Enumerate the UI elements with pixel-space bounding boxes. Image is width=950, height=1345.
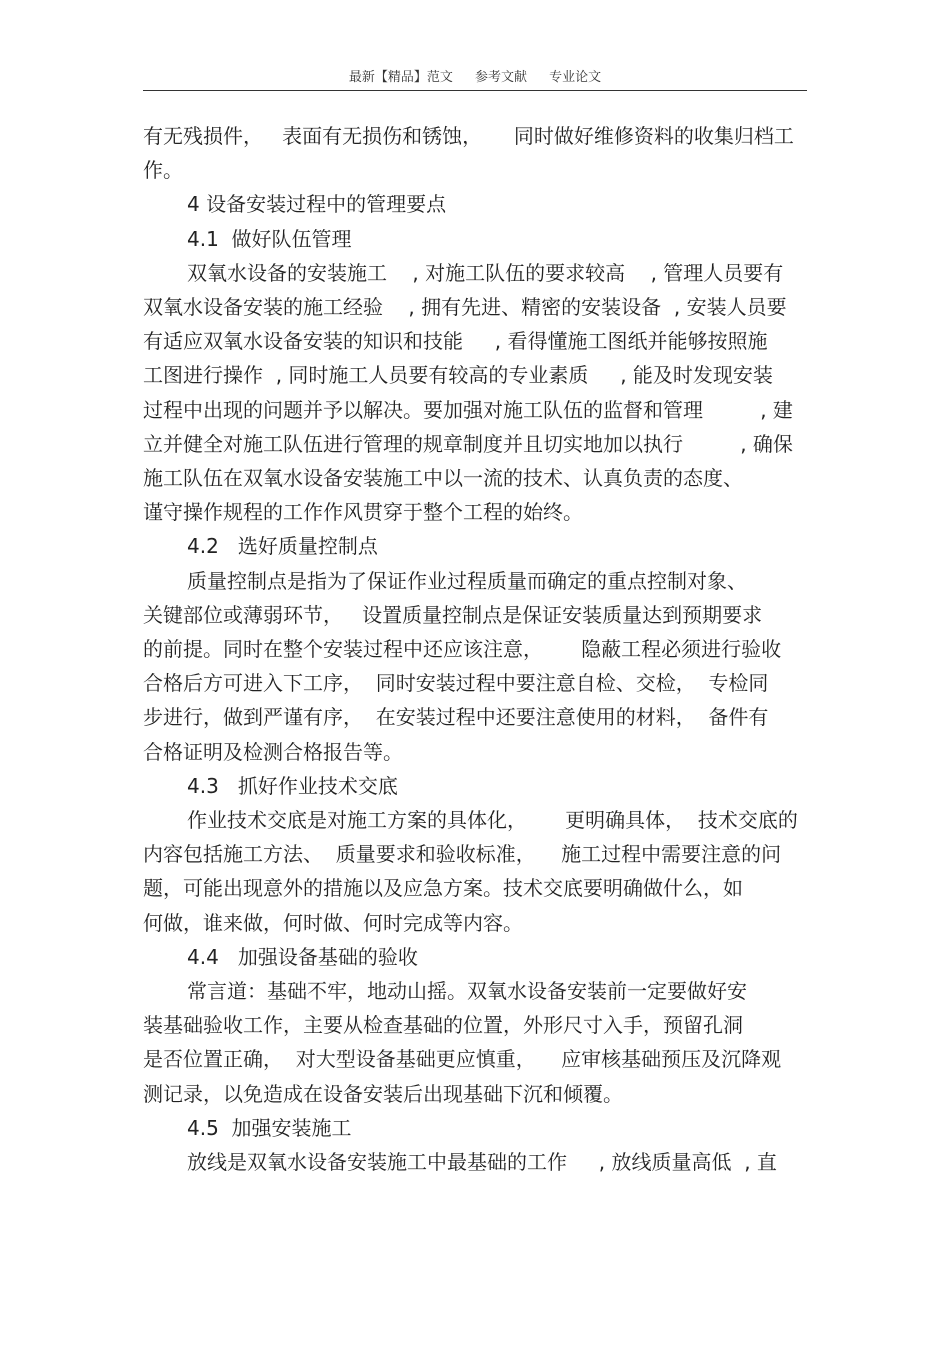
- body-line: 双氧水设备的安装施工 , 对施工队伍的要求较高 , 管理人员要有: [187, 260, 784, 285]
- body-line: 4.2 选好质量控制点: [187, 534, 378, 559]
- body-line: 过程中出现的问题并予以解决。要加强对施工队伍的监督和管理 , 建: [143, 397, 793, 422]
- body-line: 4.4 加强设备基础的验收: [187, 944, 418, 969]
- header-item-featured: 最新【精品】范文: [348, 70, 453, 85]
- body-line: 作。: [143, 158, 183, 183]
- page-header: [0, 66, 950, 85]
- body-line: 4.5 加强安装施工: [187, 1115, 352, 1140]
- body-line: 4.1 做好队伍管理: [187, 226, 352, 251]
- body-line: 关键部位或薄弱环节， 设置质量控制点是保证安装质量达到预期要求: [143, 602, 763, 627]
- body-line: 合格证明及检测合格报告等。: [143, 739, 403, 764]
- body-line: 有适应双氧水设备安装的知识和技能 , 看得懂施工图纸并能够按照施: [143, 329, 768, 354]
- body-line: 施工队伍在双氧水设备安装施工中以一流的技术、认真负责的态度、: [143, 466, 743, 490]
- body-line: 4.3 抓好作业技术交底: [187, 773, 398, 798]
- body-line: 是否位置正确， 对大型设备基础更应慎重， 应审核基础预压及沉降观: [143, 1047, 782, 1072]
- body-line: 题，可能出现意外的措施以及应急方案。技术交底要明确做什么，如: [143, 876, 743, 901]
- body-line: 作业技术交底是对施工方案的具体化， 更明确具体， 技术交底的: [187, 808, 798, 832]
- body-line: 何做，谁来做，何时做、何时完成等内容。: [143, 910, 523, 935]
- header-item-references: 参考文献: [474, 70, 527, 85]
- body-line: 的前提。同时在整个安装过程中还应该注意， 隐蔽工程必须进行验收: [143, 637, 782, 661]
- header-rule: [143, 90, 807, 91]
- body-line: 立并健全对施工队伍进行管理的规章制度并且切实地加以执行 , 确保: [143, 431, 793, 456]
- body-line: 装基础验收工作，主要从检查基础的位置，外形尺寸入手，预留孔洞: [143, 1013, 743, 1038]
- header-item-papers: 专业论文: [549, 70, 602, 85]
- body-line: 有无残损件， 表面有无损伤和锈蚀， 同时做好维修资料的收集归档工: [143, 124, 794, 148]
- body-line: 测记录，以免造成在设备安装后出现基础下沉和倾覆。: [143, 1081, 623, 1106]
- body-line: 放线是双氧水设备安装施工中最基础的工作 , 放线质量高低 , 直: [187, 1150, 777, 1174]
- body-line: 双氧水设备安装的施工经验 , 拥有先进、精密的安装设备 , 安装人员要: [143, 295, 787, 319]
- body-line: 质量控制点是指为了保证作业过程质量而确定的重点控制对象、: [187, 568, 747, 593]
- body-line: 合格后方可进入下工序， 同时安装过程中要注意自检、交检， 专检同: [143, 671, 769, 696]
- body-line: 步进行，做到严谨有序， 在安装过程中还要注意使用的材料， 备件有: [143, 705, 769, 730]
- body-line: 谨守操作规程的工作作风贯穿于整个工程的始终。: [143, 500, 583, 525]
- body-line: 工图进行操作 , 同时施工人员要有较高的专业素质 , 能及时发现安装: [143, 363, 773, 388]
- body-line: 4 设备安装过程中的管理要点: [187, 192, 447, 217]
- body-line: 常言道：基础不牢，地动山摇。双氧水设备安装前一定要做好安: [187, 979, 747, 1003]
- body-line: 内容包括施工方法、 质量要求和验收标准， 施工过程中需要注意的问: [143, 842, 782, 867]
